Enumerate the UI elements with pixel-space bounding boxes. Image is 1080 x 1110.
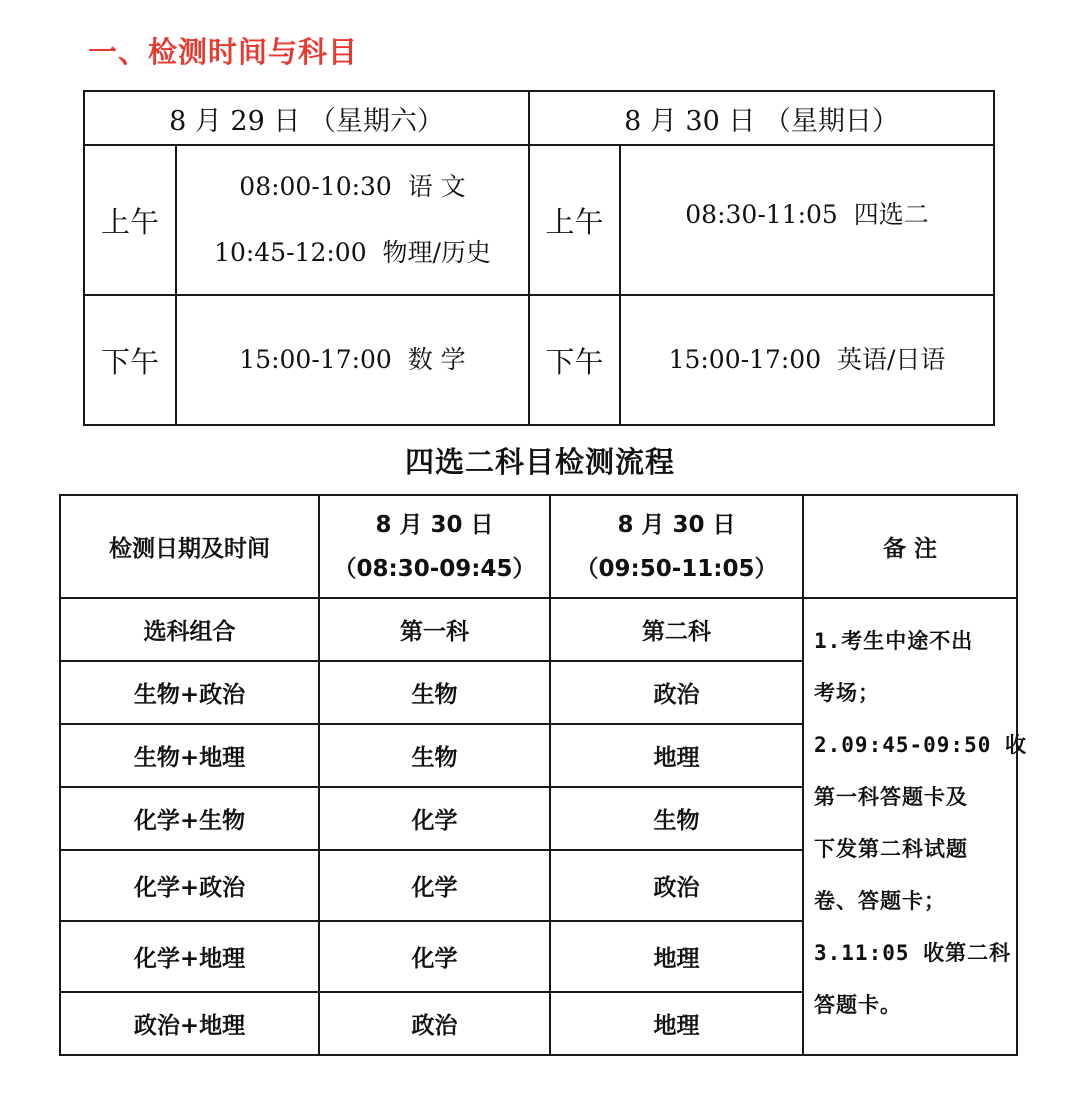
day1-am-slot-2: 10:45-12:00 物理/历史 (214, 238, 491, 267)
note-line: 第一科答题卡及 (814, 785, 968, 809)
day2-pm-slot: 15:00-17:00 英语/日语 (620, 295, 994, 425)
note-line: 下发第二科试题 (814, 837, 968, 861)
day1-am-slot-1: 08:00-10:30 语 文 (239, 172, 466, 201)
first-subject-cell: 化学 (319, 921, 550, 992)
first-session-date: 8 月 30 日 (375, 511, 494, 538)
day1-am-slots (176, 145, 529, 295)
second-session-date: 8 月 30 日 (617, 511, 736, 538)
combination-cell: 生物+地理 (60, 724, 319, 787)
flow-header-date-time: 检测日期及时间 (60, 495, 319, 598)
day2-am-slot: 08:30-11:05 四选二 (620, 145, 994, 295)
note-line: 卷、答题卡； (814, 889, 946, 913)
second-subject-cell: 地理 (550, 992, 803, 1055)
second-subject-cell: 政治 (550, 850, 803, 921)
flow-header-first-session (319, 495, 550, 598)
note-line: 2.09:45-09:50 收 (814, 733, 1028, 757)
combination-cell: 化学+地理 (60, 921, 319, 992)
second-session-time: （09:50-11:05） (575, 555, 778, 582)
combination-cell: 政治+地理 (60, 992, 319, 1055)
day2-pm-label: 下午 (529, 295, 620, 425)
notes-cell (803, 598, 1028, 1055)
note-line: 3.11:05 收第二科 (814, 941, 1012, 965)
second-subject-cell: 地理 (550, 921, 803, 992)
combination-cell: 化学+政治 (60, 850, 319, 921)
day1-pm-slot: 15:00-17:00 数 学 (176, 295, 529, 425)
subheader-first-subject: 第一科 (319, 598, 550, 661)
day1-am-label: 上午 (84, 145, 176, 295)
note-line: 考场； (814, 681, 880, 705)
first-session-time: （08:30-09:45） (333, 555, 536, 582)
subheader-combination: 选科组合 (60, 598, 319, 661)
first-subject-cell: 化学 (319, 787, 550, 850)
flow-title: 四选二科目检测流程 (404, 445, 675, 479)
day1-date: 8 月 29 日 （星期六） (84, 91, 529, 145)
second-subject-cell: 政治 (550, 661, 803, 724)
note-line: 1.考生中途不出 (814, 629, 974, 653)
day2-am-label: 上午 (529, 145, 620, 295)
section-heading: 一、检测时间与科目 (88, 35, 359, 69)
combination-cell: 化学+生物 (60, 787, 319, 850)
flow-header-notes: 备 注 (803, 495, 1017, 598)
day1-pm-label: 下午 (84, 295, 176, 425)
second-subject-cell: 生物 (550, 787, 803, 850)
subheader-second-subject: 第二科 (550, 598, 803, 661)
first-subject-cell: 化学 (319, 850, 550, 921)
first-subject-cell: 生物 (319, 661, 550, 724)
elective-flow-table (59, 494, 1028, 1056)
day2-date: 8 月 30 日 （星期日） (529, 91, 994, 145)
first-subject-cell: 生物 (319, 724, 550, 787)
note-line: 答题卡。 (814, 993, 902, 1017)
flow-header-second-session (550, 495, 803, 598)
first-subject-cell: 政治 (319, 992, 550, 1055)
exam-schedule-table (83, 90, 995, 426)
second-subject-cell: 地理 (550, 724, 803, 787)
combination-cell: 生物+政治 (60, 661, 319, 724)
